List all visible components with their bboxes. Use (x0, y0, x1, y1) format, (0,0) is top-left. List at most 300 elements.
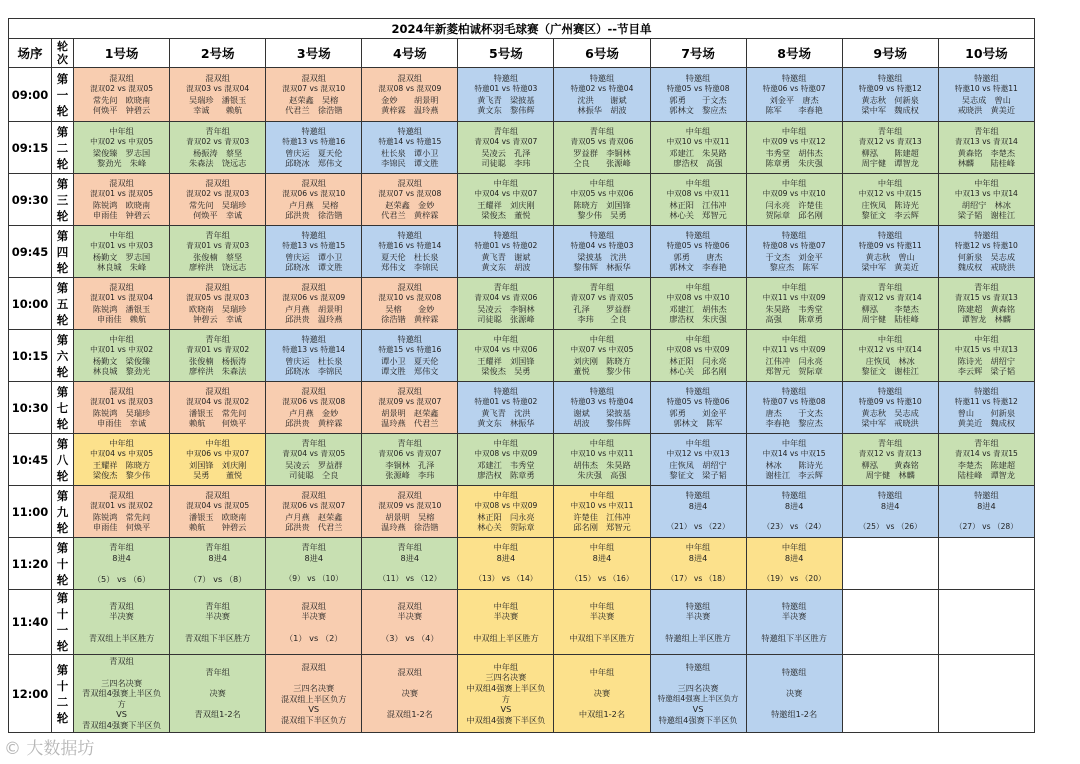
match-line: 钟碧云 幸诚 (193, 314, 243, 325)
match-line: 8进4 (688, 500, 708, 511)
round-cell (52, 122, 74, 174)
match-line (362, 699, 457, 710)
match-line: 曾山 何新泉 (957, 407, 1016, 418)
match-group: 混双组 (301, 386, 327, 397)
match-line: 特邀16 vs 特邀14 (378, 240, 442, 250)
match-cell (554, 434, 650, 486)
match-group: 特邀组 (974, 386, 999, 397)
match-cell (362, 226, 458, 278)
match-cell (554, 382, 650, 434)
match-group: 混双组 (397, 490, 423, 501)
match-group: 特邀组 (493, 73, 519, 84)
match-line: 特邀04 vs 特邀03 (570, 240, 634, 250)
match-group: 混双组 (109, 178, 134, 189)
match-line: 林振华 胡波 (577, 105, 627, 116)
match-line: 林正阳 闫永亮 (477, 511, 535, 522)
match-line: VS (116, 709, 127, 720)
match-line: 黄志秋 曾山 (865, 251, 915, 262)
match-line: （1） vs （2） (284, 632, 343, 643)
round-cell (52, 590, 74, 655)
court-header: 8号场 (746, 39, 842, 68)
match-line: 黎征文 梁子韬 (669, 470, 727, 481)
match-cell (938, 68, 1034, 122)
match-line: 特邀01 vs 特邀02 (474, 396, 538, 406)
match-line: 中双11 vs 中双09 (762, 344, 826, 354)
match-line: 林心关 郑智元 (669, 210, 727, 221)
match-group: 混双组 (397, 178, 423, 189)
match-group: 中年组 (781, 334, 807, 345)
match-cell (362, 655, 458, 733)
match-cell (458, 226, 554, 278)
match-group: 中年组 (493, 178, 519, 189)
match-cell (458, 434, 554, 486)
match-cell (362, 486, 458, 538)
match-line: 司徒聪 仝良 (289, 470, 339, 481)
match-line: 梁中军 魏成权 (861, 105, 919, 116)
match-line: 夏天伦 杜长泉 (381, 251, 439, 262)
match-line: 中双10 vs 中双11 (570, 448, 634, 458)
match-line: 郭勇 唐杰 (673, 251, 723, 262)
match-group: 特邀组 (397, 230, 423, 241)
match-group: 特邀组 (781, 386, 807, 397)
match-cell (266, 590, 362, 655)
match-line: 梁中军 戒晓洪 (861, 418, 919, 429)
match-line: 8进4 (592, 552, 612, 563)
match-line (651, 622, 746, 633)
match-group: 青年组 (205, 667, 230, 678)
match-line (554, 564, 649, 575)
match-group: 混双组 (205, 178, 230, 189)
match-group: 特邀组 (781, 230, 807, 241)
match-line: 张俊楠 杨振涛 (189, 355, 247, 366)
match-group: 青年组 (205, 230, 230, 241)
match-cell (650, 655, 746, 733)
match-cell (842, 538, 938, 590)
match-cell (842, 122, 938, 174)
match-group: 中年组 (685, 282, 711, 293)
match-cell (746, 655, 842, 733)
court-header: 5号场 (458, 39, 554, 68)
match-group: 中年组 (685, 542, 711, 553)
match-line: 金妙 胡景明 (381, 94, 439, 105)
match-line: 特邀09 vs 特邀11 (858, 240, 922, 250)
match-group: 中年组 (974, 178, 999, 189)
match-line: 中双04 vs 中双05 (90, 448, 154, 458)
match-line: 庄恢凤 林冰 (865, 355, 915, 366)
match-cell (938, 174, 1034, 226)
match-line: 中双15 vs 中双13 (954, 344, 1018, 354)
match-line: 李玮 仝良 (577, 314, 627, 325)
match-line: 邱洪贵 徐浩锴 (285, 210, 343, 221)
round-cell (52, 486, 74, 538)
match-line: 青双组下半区胜方 (184, 632, 251, 643)
court-header: 2号场 (170, 39, 266, 68)
match-line: 青双05 vs 青双06 (570, 136, 634, 146)
match-line (458, 564, 553, 575)
match-line: 廖浩权 陈章勇 (477, 470, 535, 481)
match-cell (266, 486, 362, 538)
match-line: 青双04 vs 青双06 (474, 292, 538, 302)
match-cell (554, 655, 650, 733)
match-cell (746, 434, 842, 486)
match-line: 8进4 (880, 500, 900, 511)
match-group: 特邀组 (781, 490, 807, 501)
round-label: 第九轮 (56, 488, 69, 535)
schedule-row (9, 538, 1035, 590)
match-group: 中年组 (109, 438, 134, 449)
match-line: 司徒聪 李玮 (481, 158, 531, 169)
match-line (651, 564, 746, 575)
match-line: 谢桂江 李云辉 (765, 470, 823, 481)
match-line: 青双15 vs 青双13 (954, 292, 1018, 302)
match-group: 青年组 (974, 126, 999, 137)
round-label: 第五轮 (56, 280, 69, 327)
match-group: 特邀组 (781, 667, 807, 678)
match-line: 邓建江 胡伟杰 (669, 303, 727, 314)
match-line: 中双09 vs 中双12 (762, 136, 826, 146)
match-group: 特邀组 (493, 386, 519, 397)
court-header: 7号场 (650, 39, 746, 68)
match-line (266, 622, 361, 633)
match-group: 中年组 (589, 667, 615, 678)
schedule-row (9, 382, 1035, 434)
schedule-row (9, 655, 1035, 733)
match-line: （3） vs （4） (381, 632, 439, 643)
match-group: 特邀组 (877, 230, 903, 241)
match-line: 郭林文 李春艳 (669, 262, 727, 273)
match-line: 杨振涛 蔡坚 (193, 147, 243, 158)
match-line: 中双04 vs 中双07 (474, 188, 538, 198)
match-line: 吴瑞珍 潘银玉 (189, 94, 247, 105)
match-line: 特邀组下半区胜方 (761, 632, 827, 643)
match-cell (266, 538, 362, 590)
match-line (74, 622, 169, 633)
match-line: 青双13 vs 青双14 (954, 136, 1018, 146)
match-group: 特邀组 (589, 386, 615, 397)
match-line: 黎征文 李云辉 (861, 210, 919, 221)
match-line: 谭文胜 郑伟文 (381, 366, 439, 377)
match-group: 混双组 (109, 282, 134, 293)
match-line: 特邀10 vs 特邀11 (954, 83, 1018, 93)
match-cell (842, 655, 938, 733)
match-line: 胡伟杰 朱昊路 (573, 459, 631, 470)
match-line: 特邀13 vs 特邀14 (282, 344, 346, 354)
round-cell (52, 655, 74, 733)
match-cell (746, 174, 842, 226)
time-cell: 11:20 (9, 538, 52, 590)
round-cell (52, 434, 74, 486)
match-line: 混双06 vs 混双09 (282, 292, 346, 302)
match-line: 混双10 vs 混双08 (378, 292, 442, 302)
match-line: 黄飞青 梁披基 (477, 94, 535, 105)
match-group: 青年组 (397, 542, 423, 553)
match-group: 混双组 (301, 73, 327, 84)
match-line: 梁俊杰 黎少伟 (92, 470, 151, 481)
match-line: 卢月燕 赵荣鑫 (285, 511, 343, 522)
match-line: 特邀11 vs 特邀12 (954, 396, 1018, 406)
match-cell (458, 538, 554, 590)
match-cell (170, 330, 266, 382)
match-line: （27） vs （28） (954, 522, 1018, 532)
round-label: 第十二轮 (56, 662, 69, 725)
match-line: 廖梓洪 饶远志 (189, 262, 247, 273)
match-line: 申雨佳 钟碧云 (92, 210, 151, 221)
match-group: 混双组 (301, 600, 327, 611)
match-line (939, 512, 1034, 523)
match-line: 黄美近 魏成权 (957, 418, 1016, 429)
match-line: 黎伟辉 林振华 (573, 262, 631, 273)
match-line: 梁子韬 谢桂江 (957, 210, 1016, 221)
match-line: 中双08 vs 中双11 (666, 188, 730, 198)
match-group: 特邀组 (589, 230, 615, 241)
match-line: 赖航 钟碧云 (189, 522, 247, 533)
match-line: 混双01 vs 混双03 (90, 396, 154, 406)
match-line: 王耀祥 陈晓方 (92, 459, 151, 470)
match-line: 青双14 vs 青双15 (954, 448, 1018, 458)
schedule-row (9, 434, 1035, 486)
match-line: 半决赛 (589, 611, 615, 622)
match-cell (362, 590, 458, 655)
time-cell: 09:00 (9, 68, 52, 122)
match-group: 中年组 (493, 661, 519, 672)
match-cell (458, 122, 554, 174)
time-cell: 10:30 (9, 382, 52, 434)
match-line: 中双09 vs 中双10 (762, 188, 826, 198)
match-cell (266, 655, 362, 733)
match-group: 特邀组 (974, 230, 999, 241)
match-line: 李楚杰 陈建超 (957, 459, 1016, 470)
match-cell (266, 330, 362, 382)
match-line: 混双06 vs 混双10 (282, 188, 346, 198)
match-line: 青双组4强赛上半区负 (82, 688, 162, 699)
match-cell (266, 122, 362, 174)
match-group: 青年组 (974, 282, 999, 293)
match-line: VS (308, 704, 320, 715)
match-line: 特邀14 vs 特邀15 (378, 136, 442, 146)
match-line (554, 622, 649, 633)
match-line: （9） vs （10） (284, 574, 343, 584)
match-line: 中双10 vs 中双11 (570, 500, 634, 510)
match-line: 唐杰 于文杰 (765, 407, 823, 418)
match-line: VS (500, 704, 512, 715)
match-line: 刘国锋 刘庆刚 (189, 459, 247, 470)
match-cell (650, 434, 746, 486)
match-cell (74, 486, 170, 538)
match-line (651, 512, 746, 523)
match-line: 中双12 vs 中双14 (858, 344, 922, 354)
match-line: 林正阳 闫永亮 (669, 355, 727, 366)
match-group: 青年组 (205, 334, 230, 345)
match-line: 于文杰 刘金平 (765, 251, 823, 262)
match-cell (938, 330, 1034, 382)
match-group: 特邀组 (301, 334, 327, 345)
match-line: 谢斌 梁披基 (573, 407, 631, 418)
match-line: 闫永亮 许楚佳 (765, 199, 823, 210)
match-line (362, 678, 457, 689)
match-line: （17） vs （18） (666, 574, 730, 584)
match-cell (650, 174, 746, 226)
match-cell (170, 174, 266, 226)
match-group: 特邀组 (685, 386, 711, 397)
match-group: 混双组 (109, 490, 134, 501)
match-line: 中双08 vs 中双10 (666, 292, 730, 302)
match-line: 黄飞青 沈洪 (481, 407, 531, 418)
match-group: 中年组 (109, 126, 134, 137)
match-line: 沈洪 谢斌 (577, 94, 627, 105)
match-line: 黄梓霖 温玲燕 (381, 105, 439, 116)
match-line: 中双组下半区胜方 (569, 632, 635, 643)
match-cell (74, 538, 170, 590)
match-line: 张俊楠 蔡坚 (193, 251, 243, 262)
match-line: 林心关 贺际章 (477, 522, 535, 533)
match-line: 混双组上半区负方 (280, 693, 347, 704)
match-group: 混双组 (205, 490, 230, 501)
match-line: 特邀06 vs 特邀07 (762, 83, 826, 93)
match-cell (554, 538, 650, 590)
round-cell (52, 382, 74, 434)
match-line: 特邀05 vs 特邀08 (666, 83, 730, 93)
match-line: 卢月燕 吴榕 (289, 199, 339, 210)
match-line: 庄恢凤 陈诗光 (861, 199, 919, 210)
match-line: 胡景明 吴榕 (385, 511, 435, 522)
match-line: 张源峰 李玮 (385, 470, 435, 481)
match-cell (554, 174, 650, 226)
match-line: 吴志成 曾山 (961, 94, 1011, 105)
match-group: 混双组 (205, 282, 230, 293)
match-group: 混双组 (397, 282, 423, 293)
match-group: 中年组 (493, 542, 519, 553)
match-line: 陈建超 黄森铭 (957, 303, 1016, 314)
match-cell (650, 486, 746, 538)
match-line: 半决赛 (685, 611, 711, 622)
match-line: VS (692, 704, 704, 715)
match-cell (938, 655, 1034, 733)
match-line: 青双组4强赛下半区负 (82, 719, 162, 730)
match-line: 王耀祥 刘庆刚 (477, 199, 535, 210)
match-group: 中年组 (589, 178, 615, 189)
match-line: 常先问 欧晓南 (92, 94, 151, 105)
match-line: 特邀05 vs 特邀06 (666, 240, 730, 250)
match-line: 中双11 vs 中双09 (762, 292, 826, 302)
match-cell (842, 434, 938, 486)
schedule-table (8, 18, 1035, 733)
match-line: 决赛 (209, 688, 226, 699)
match-line: 曾庆运 杜长泉 (285, 355, 343, 366)
match-group: 特邀组 (974, 490, 999, 501)
match-cell (362, 538, 458, 590)
match-line: 周宇健 谭智龙 (861, 158, 919, 169)
match-line: 陈锐鸿 吴瑞珍 (92, 407, 151, 418)
match-cell (458, 174, 554, 226)
match-cell (74, 434, 170, 486)
match-line: 梁俊杰 董悦 (481, 210, 531, 221)
match-line: 罗益群 李铜林 (573, 147, 631, 158)
match-group: 特邀组 (397, 126, 423, 137)
match-cell (746, 538, 842, 590)
match-cell (650, 538, 746, 590)
match-line: 李锦民 谭文胜 (381, 158, 439, 169)
match-line: 混双07 vs 混双10 (282, 83, 346, 93)
match-line: 江伟冲 闫永亮 (765, 355, 823, 366)
match-line (554, 678, 649, 689)
match-line: 郭林文 陈军 (673, 418, 723, 429)
match-line: 青双组上半区胜方 (88, 632, 155, 643)
match-cell (554, 226, 650, 278)
round-cell (52, 174, 74, 226)
match-cell (362, 122, 458, 174)
match-group: 青年组 (589, 126, 615, 137)
match-line: 陈诗光 胡绍宁 (957, 355, 1016, 366)
match-line: 特邀01 vs 特邀02 (474, 240, 538, 250)
match-group: 中年组 (781, 438, 807, 449)
match-line: 方 (117, 698, 126, 709)
match-cell (362, 174, 458, 226)
match-line: 特邀01 vs 特邀03 (474, 83, 538, 93)
match-line: 陈锐鸿 欧晓南 (92, 199, 151, 210)
match-line: 林麟 陆桂峰 (957, 158, 1016, 169)
round-label: 第八轮 (56, 436, 69, 483)
match-cell (458, 655, 554, 733)
match-line: 邱洪贵 温玲燕 (285, 314, 343, 325)
match-group: 中年组 (685, 334, 711, 345)
match-line: 邱名刚 郑智元 (573, 522, 631, 533)
match-group: 青年组 (877, 438, 903, 449)
match-line: 决赛 (593, 688, 611, 699)
match-cell (842, 68, 938, 122)
match-group: 中年组 (589, 334, 615, 345)
match-group: 混双组 (301, 661, 327, 672)
match-group: 特邀组 (877, 490, 903, 501)
match-line: 刘金平 唐杰 (769, 94, 819, 105)
match-cell (170, 538, 266, 590)
match-line: 特邀组4强赛下半区负 (658, 714, 738, 725)
match-line: 混双04 vs 混双05 (186, 500, 250, 510)
match-cell (266, 382, 362, 434)
schedule-row (9, 122, 1035, 174)
match-line (747, 678, 842, 689)
time-cell: 11:00 (9, 486, 52, 538)
match-cell (362, 382, 458, 434)
match-cell (266, 174, 362, 226)
match-group: 青年组 (205, 126, 230, 137)
match-cell (74, 278, 170, 330)
match-group: 混双组 (397, 73, 423, 84)
time-cell: 12:00 (9, 655, 52, 733)
match-cell (74, 590, 170, 655)
match-line: 8进4 (977, 500, 996, 511)
header-row (9, 39, 1035, 68)
match-line: 黄文东 胡波 (481, 262, 531, 273)
match-line: 中双02 vs 中双05 (90, 136, 154, 146)
match-cell (362, 330, 458, 382)
schedule-row (9, 174, 1035, 226)
round-cell (52, 226, 74, 278)
match-line: 混双05 vs 混双03 (186, 292, 250, 302)
match-line: 特邀08 vs 特邀07 (762, 240, 826, 250)
match-group: 混双组 (397, 667, 423, 678)
match-line: 孔泽 罗益群 (573, 303, 631, 314)
match-line: 8进4 (208, 552, 227, 563)
match-line: 邱晓冰 郑伟文 (285, 158, 343, 169)
match-line: 混双01 vs 混双04 (90, 292, 154, 302)
match-cell (554, 68, 650, 122)
match-line: 朱森法 饶远志 (189, 158, 247, 169)
match-line: 常先问 吴瑞珍 (189, 199, 247, 210)
match-line: 半决赛 (205, 611, 230, 622)
match-line: 混双09 vs 混双07 (378, 396, 442, 406)
match-line: 陈锐鸿 潘银玉 (92, 303, 151, 314)
match-line: 邱晓冰 谭文胜 (285, 262, 343, 273)
